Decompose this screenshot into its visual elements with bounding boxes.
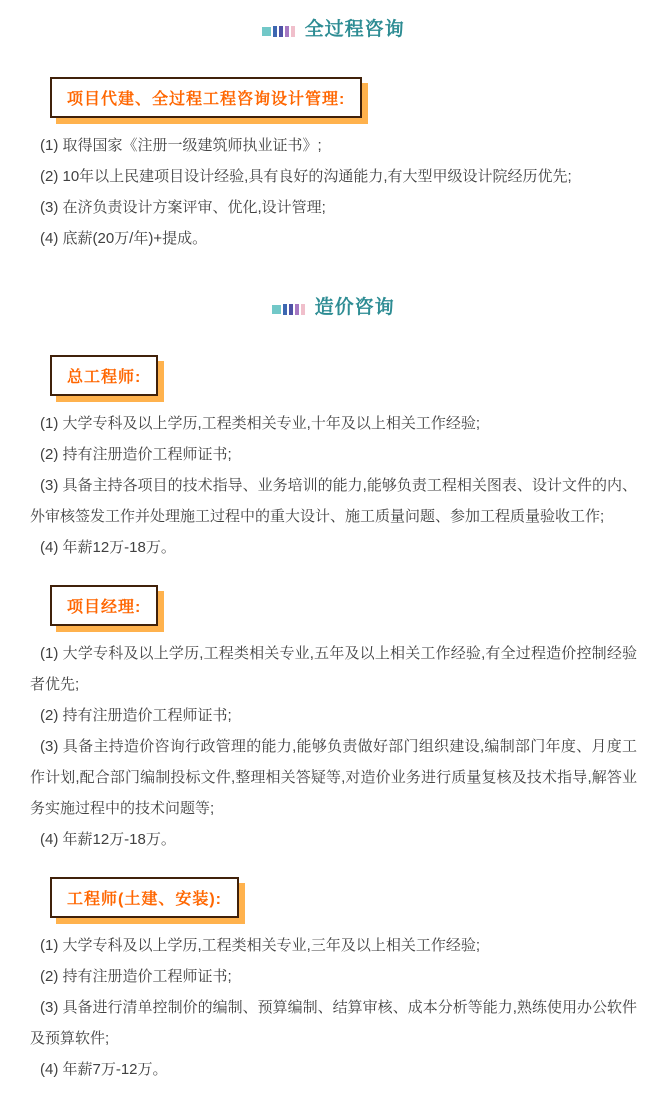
colored-bar xyxy=(283,304,287,315)
colored-bar xyxy=(279,26,283,37)
requirement-item: (2) 10年以上民建项目设计经验,具有良好的沟通能力,有大型甲级设计院经历优先; xyxy=(40,168,572,185)
colored-bar xyxy=(295,304,299,315)
section-whole-process-consulting xyxy=(30,14,637,254)
recruitment-article xyxy=(30,14,637,1085)
colored-bar xyxy=(285,26,289,37)
colored-bars-icon xyxy=(262,26,295,37)
requirement-item: (4) 年薪7万-12万。 xyxy=(40,1061,168,1078)
requirement-item: (3) 在济负责设计方案评审、优化,设计管理; xyxy=(40,199,326,216)
job-project-agent-construction xyxy=(30,55,637,254)
job-title-badge xyxy=(50,355,158,396)
colored-bar xyxy=(291,26,295,37)
job-requirements-list xyxy=(30,930,637,1085)
section-title xyxy=(30,14,637,41)
section-title xyxy=(30,292,637,319)
requirement-item: (3) 具备主持造价咨询行政管理的能力,能够负责做好部门组织建设,编制部门年度、月度工作计划,配合部门编制投标文件,整理相关答疑等,对造价业务进行质量复核及技术指导,解答业务实施过程中的技术问题等; xyxy=(30,738,637,817)
requirement-item: (2) 持有注册造价工程师证书; xyxy=(40,446,232,463)
job-engineer-civil-installation xyxy=(30,855,637,1085)
job-requirements-list xyxy=(30,130,637,254)
colored-bar xyxy=(273,26,277,37)
requirement-item: (3) 具备主持各项目的技术指导、业务培训的能力,能够负责工程相关图表、设计文件的内、外审核签发工作并处理施工过程中的重大设计、施工质量问题、参加工程质量验收工作; xyxy=(30,477,637,525)
job-title-badge xyxy=(50,877,239,918)
requirement-item: (1) 大学专科及以上学历,工程类相关专业,三年及以上相关工作经验; xyxy=(40,937,481,954)
colored-bars-icon xyxy=(272,304,305,315)
requirement-item: (3) 具备进行清单控制价的编制、预算编制、结算审核、成本分析等能力,熟练使用办公软件及预算软件; xyxy=(30,999,637,1047)
requirement-item: (2) 持有注册造价工程师证书; xyxy=(40,968,232,985)
colored-bar xyxy=(301,304,305,315)
colored-bar xyxy=(289,304,293,315)
colored-bar xyxy=(262,27,271,36)
job-title-badge xyxy=(50,77,362,118)
requirement-item: (2) 持有注册造价工程师证书; xyxy=(40,707,232,724)
requirement-item: (1) 取得国家《注册一级建筑师执业证书》; xyxy=(40,137,322,154)
job-requirements-list xyxy=(30,638,637,855)
job-requirements-list xyxy=(30,408,637,563)
requirement-item: (1) 大学专科及以上学历,工程类相关专业,十年及以上相关工作经验; xyxy=(40,415,481,432)
job-title-badge xyxy=(50,585,158,626)
section-title-text: 造价咨询 xyxy=(314,297,395,318)
job-title-text: 总工程师: xyxy=(67,369,142,386)
section-cost-consulting xyxy=(30,292,637,1085)
requirement-item: (4) 底薪(20万/年)+提成。 xyxy=(40,230,208,247)
requirement-item: (4) 年薪12万-18万。 xyxy=(40,539,176,556)
requirement-item: (4) 年薪12万-18万。 xyxy=(40,831,176,848)
job-project-manager xyxy=(30,563,637,855)
section-title-text: 全过程咨询 xyxy=(304,19,405,40)
requirement-item: (1) 大学专科及以上学历,工程类相关专业,五年及以上相关工作经验,有全过程造价控制经验者优先; xyxy=(30,645,637,693)
colored-bar xyxy=(272,305,281,314)
job-chief-engineer xyxy=(30,333,637,563)
job-title-text: 工程师(土建、安装): xyxy=(67,891,222,908)
job-title-text: 项目经理: xyxy=(67,599,142,616)
job-title-text: 项目代建、全过程工程咨询设计管理: xyxy=(67,91,346,108)
